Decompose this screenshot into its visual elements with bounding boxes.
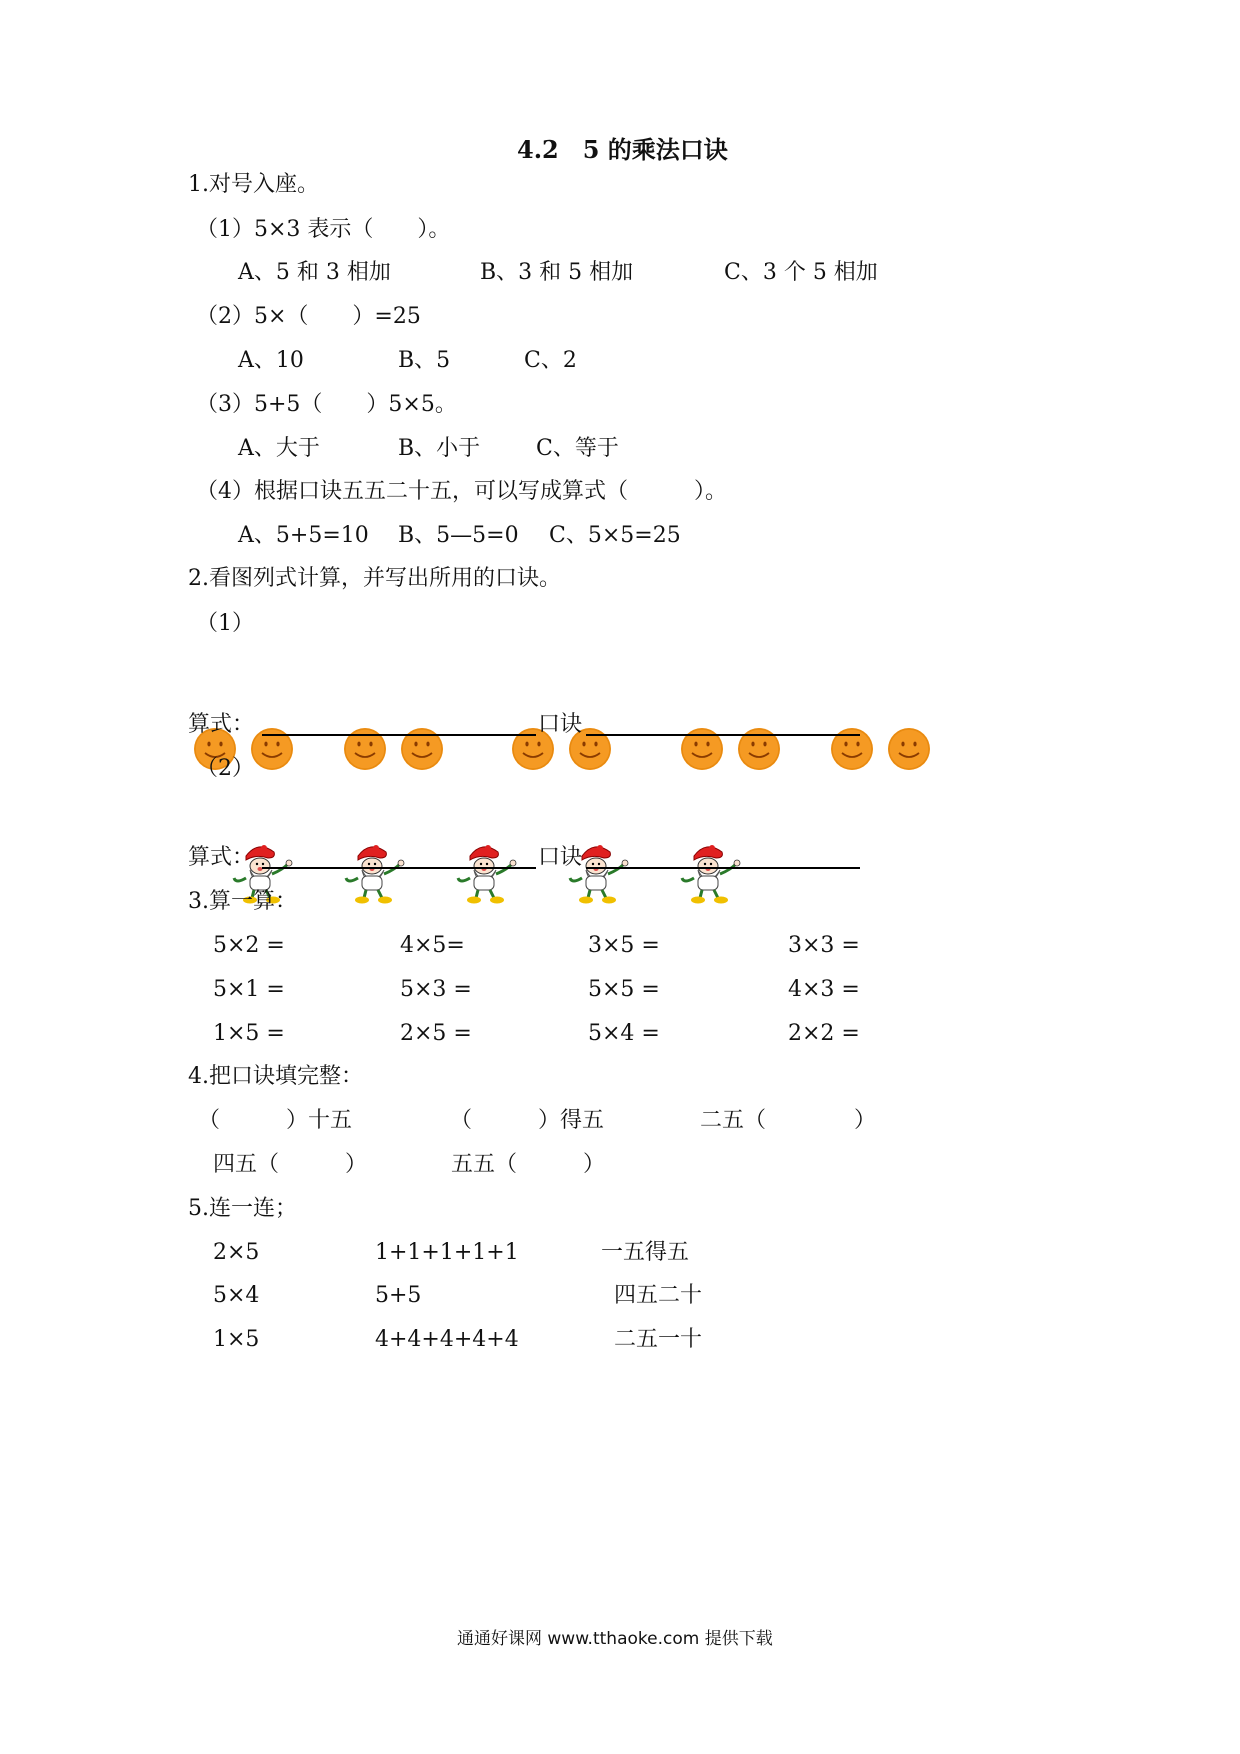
q1-3-stem: （3）5+5（ ）5×5。: [196, 392, 457, 417]
q3-heading: 3.算一算：: [188, 889, 297, 914]
q1-1-option-c: C、3 个 5 相加: [724, 260, 878, 285]
q3-item: 5×1 =: [213, 977, 285, 1002]
q5-left-item: 2×5: [213, 1240, 260, 1265]
q5-heading: 5.连一连；: [188, 1196, 297, 1221]
page-title: 4.2 5 的乘法口诀: [517, 135, 728, 164]
q3-item: 3×5 =: [588, 933, 660, 958]
q3-item: 5×5 =: [588, 977, 660, 1002]
q2-1-formula-label: 算式：: [188, 712, 255, 737]
dwarf-character-icon: [676, 840, 742, 906]
q3-item: 5×2 =: [213, 933, 285, 958]
q2-part2-label: （2）: [196, 756, 254, 781]
q1-2-stem: （2）5×（ ）=25: [196, 304, 421, 329]
footer-text: 通通好课网 www.tthaoke.com 提供下载: [457, 1629, 773, 1649]
q1-heading: 1.对号入座。: [188, 172, 319, 197]
q3-item: 5×3 =: [400, 977, 472, 1002]
q3-item: 2×2 =: [788, 1021, 860, 1046]
q3-item: 2×5 =: [400, 1021, 472, 1046]
q4-blank-item: 二五（ ）: [700, 1108, 877, 1133]
q3-item: 5×4 =: [588, 1021, 660, 1046]
q1-3-option-b: B、小于: [398, 436, 481, 461]
q2-2-formula-label: 算式：: [188, 845, 255, 870]
q5-left-item: 1×5: [213, 1327, 260, 1352]
q2-2-formula-answer-line: [262, 867, 536, 869]
q1-3-option-c: C、等于: [536, 436, 619, 461]
q2-1-rhyme-answer-line: [586, 734, 860, 736]
q5-middle-item: 5+5: [375, 1283, 422, 1308]
dwarf-character-icon: [340, 840, 406, 906]
q4-heading: 4.把口诀填完整：: [188, 1064, 363, 1089]
q3-item: 4×3 =: [788, 977, 860, 1002]
q1-2-option-a: A、10: [238, 348, 304, 373]
q4-blank-item: （ ）十五: [198, 1108, 353, 1133]
q3-item: 3×3 =: [788, 933, 860, 958]
q1-4-option-b: B、5—5=0: [398, 523, 519, 548]
q2-2-rhyme-label: 口诀: [538, 845, 583, 870]
q2-2-rhyme-answer-line: [586, 867, 860, 869]
q1-3-option-a: A、大于: [238, 436, 320, 461]
q5-right-item: 一五得五: [601, 1240, 690, 1265]
q1-4-option-a: A、5+5=10: [238, 523, 369, 548]
smiley-face-icon: [887, 727, 931, 771]
q1-1-stem: （1）5×3 表示（ ）。: [196, 217, 451, 242]
q4-blank-item: 五五（ ）: [451, 1152, 606, 1177]
q5-middle-item: 4+4+4+4+4: [375, 1327, 519, 1352]
q4-blank-item: （ ）得五: [450, 1108, 605, 1133]
q1-2-option-b: B、5: [398, 348, 451, 373]
q2-part1-label: （1）: [196, 611, 254, 636]
q5-middle-item: 1+1+1+1+1: [375, 1240, 519, 1265]
q5-right-item: 二五一十: [614, 1327, 703, 1352]
q2-1-formula-answer-line: [262, 734, 536, 736]
q1-4-option-c: C、5×5=25: [549, 523, 681, 548]
q1-4-stem: （4）根据口诀五五二十五，可以写成算式（ ）。: [196, 479, 727, 504]
dwarf-character-icon: [452, 840, 518, 906]
q4-blank-item: 四五（ ）: [213, 1152, 368, 1177]
q1-2-option-c: C、2: [524, 348, 577, 373]
q2-heading: 2.看图列式计算，并写出所用的口诀。: [188, 566, 561, 591]
q5-left-item: 5×4: [213, 1283, 260, 1308]
q3-item: 1×5 =: [213, 1021, 285, 1046]
q3-item: 4×5=: [400, 933, 465, 958]
q1-1-option-a: A、5 和 3 相加: [238, 260, 391, 285]
q1-1-option-b: B、3 和 5 相加: [480, 260, 634, 285]
q2-1-rhyme-label: 口诀: [538, 712, 583, 737]
q5-right-item: 四五二十: [614, 1283, 703, 1308]
